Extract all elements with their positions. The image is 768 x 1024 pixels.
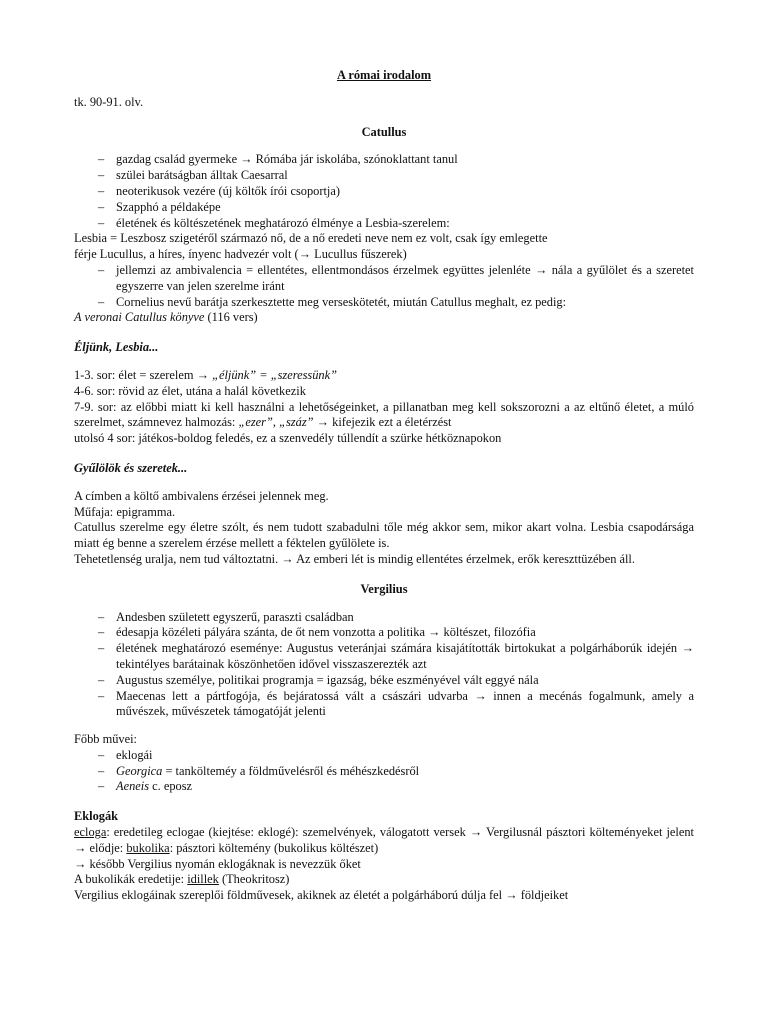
gyulolok-p2: Műfaja: epigramma. <box>74 504 176 519</box>
lesbia-paragraph: Lesbia = Leszbosz szigetéről származó nő, de a nő eredeti neve nem ez volt, csak így emlegette férje Lucullus, a híres, ínyenc hadvezér volt (→ Lucullus fűszerek) <box>74 231 548 262</box>
line-text: A bukolikák eredetije: <box>74 872 188 887</box>
eklogak-p4: Vergilius eklogáinak szereplői földművesek, akiknek az életét a polgárháború dúlja fel → földjeiket <box>74 888 569 903</box>
quote-text: „éljünk” = „szeressünk” <box>212 367 338 382</box>
list-item <box>74 779 694 795</box>
list-item: – gazdag család gyermeke → Rómába jár iskolába, szónoklattant tanul <box>74 152 694 168</box>
quote-text: „száz” <box>279 415 314 430</box>
vergilius-list <box>74 610 694 721</box>
list-item: – Szapphó a példaképe <box>74 200 694 216</box>
eljunk-line-3 <box>74 400 694 432</box>
line-text: → kifejezik ezt a életérzést <box>313 415 452 430</box>
spacer <box>74 720 694 732</box>
vergilius-heading: Vergilius <box>360 581 408 596</box>
term-text: bukolika <box>126 840 170 855</box>
line-text: : eredetileg eclogae (kiejtése: eklogé): szemelvények, válogatott versek → Vergilusnál pásztori költeményeket jelent → elődje: <box>74 825 694 855</box>
catullus-list-2 <box>74 263 694 310</box>
line-text: : pásztori költemény (bukolikus költészet) <box>169 840 379 855</box>
catullus-list <box>74 152 694 231</box>
work-desc: c. eposz <box>149 779 193 794</box>
book-count: (116 vers) <box>204 310 258 325</box>
list-item: – életének meghatározó eseménye: Augustus veteránjai számára kisajátították birtokukat a polgárháborúk idején → tekintélyes barátainak köszönhetően idővel visszaszerezték azt <box>74 641 694 673</box>
eklogak-p2: → később Vergilius nyomán eklogáknak is nevezzük őket <box>74 856 361 871</box>
catullus-book-line <box>74 310 694 326</box>
list-item: – jellemzi az ambivalencia = ellentétes, ellentmondásos érzelmek együttes jelenléte → nála a gyűlölet és a szeretet egyszerre van jelen szerelme iránt <box>74 263 694 295</box>
eklogak-heading: Eklogák <box>74 809 119 824</box>
eklogak-p1 <box>74 825 694 857</box>
list-item: – eklogái <box>74 748 694 764</box>
term-text: ecloga <box>74 825 107 840</box>
book-title: A veronai Catullus könyve <box>74 310 205 325</box>
catullus-heading: Catullus <box>361 124 407 139</box>
line-text: 7-9. sor: az előbbi miatt ki kell használni a lehetőségeinket, a pillanatban meg kell sokszorozni a az eltűnő életet, a múló szerelmet, számnevez halmozás: <box>74 399 694 430</box>
gyulolok-p4: Tehetetlenség uralja, nem tud változtatni. → Az emberi lét is mindig ellentétes érzelmek, erők kereszttüzében áll. <box>74 551 635 566</box>
eljunk-heading: Éljünk, Lesbia... <box>74 340 159 355</box>
line-text: 1-3. sor: élet = szerelem → <box>74 367 213 382</box>
term-text: idillek <box>187 872 219 887</box>
gyulolok-p3: Catullus szerelme egy életre szólt, és nem tudott szabadulni tőle még akkor sem, mikor akart volna. Lesbia csapodársága miatt ég benne a szerelem érzése mellett a féktelen gyűlölete is. <box>74 520 694 551</box>
list-item: – Augustus személye, politikai programja = igazság, béke eszményével vált eggyé nála <box>74 673 694 689</box>
list-item: – édesapja közéleti pályára szánta, de őt nem vonzotta a politika → költészet, filozófia <box>74 625 694 641</box>
document-title: A római irodalom <box>336 68 432 82</box>
eljunk-line-1 <box>74 368 694 384</box>
list-item: – életének és költészetének meghatározó élménye a Lesbia-szerelem: <box>74 216 694 232</box>
quote-text: „ezer” <box>238 415 273 430</box>
works-list <box>74 748 694 795</box>
eklogak-p3 <box>74 872 694 888</box>
work-title: Georgica <box>116 763 163 778</box>
work-title: Aeneis <box>116 779 150 794</box>
list-item: – Cornelius nevű barátja szerkesztette meg verseskötetét, miután Catullus meghalt, ez pedig: <box>74 295 694 311</box>
gyulolok-p1: A címben a költő ambivalens érzései jelennek meg. <box>74 488 329 503</box>
list-item: – Maecenas lett a pártfogója, és bejáratossá vált a császári udvarba → innen a mecénás fogalmunk, amely a művészek, művészetek támogatóját jelenti <box>74 689 694 721</box>
eljunk-line-4: utolsó 4 sor: játékos-boldog feledés, ez a szenvedély túllendít a szürke hétköznapokon <box>74 431 502 446</box>
eljunk-line-2: 4-6. sor: rövid az élet, utána a halál következik <box>74 383 306 398</box>
list-item: – neoterikusok vezére (új költők írói csoportja) <box>74 184 694 200</box>
list-item: – Andesben született egyszerű, paraszti családban <box>74 610 694 626</box>
reading-reference: tk. 90-91. olv. <box>74 94 144 109</box>
list-item <box>74 764 694 780</box>
list-item: – szülei barátságban álltak Caesarral <box>74 168 694 184</box>
line-text: (Theokritosz) <box>218 872 290 887</box>
works-label: Főbb művei: <box>74 732 137 747</box>
gyulolok-heading: Gyűlölök és szeretek... <box>74 460 188 475</box>
separator-text: , <box>272 415 280 430</box>
work-desc: = tankölteméy a földművelésről és méhészkedésről <box>162 763 420 778</box>
